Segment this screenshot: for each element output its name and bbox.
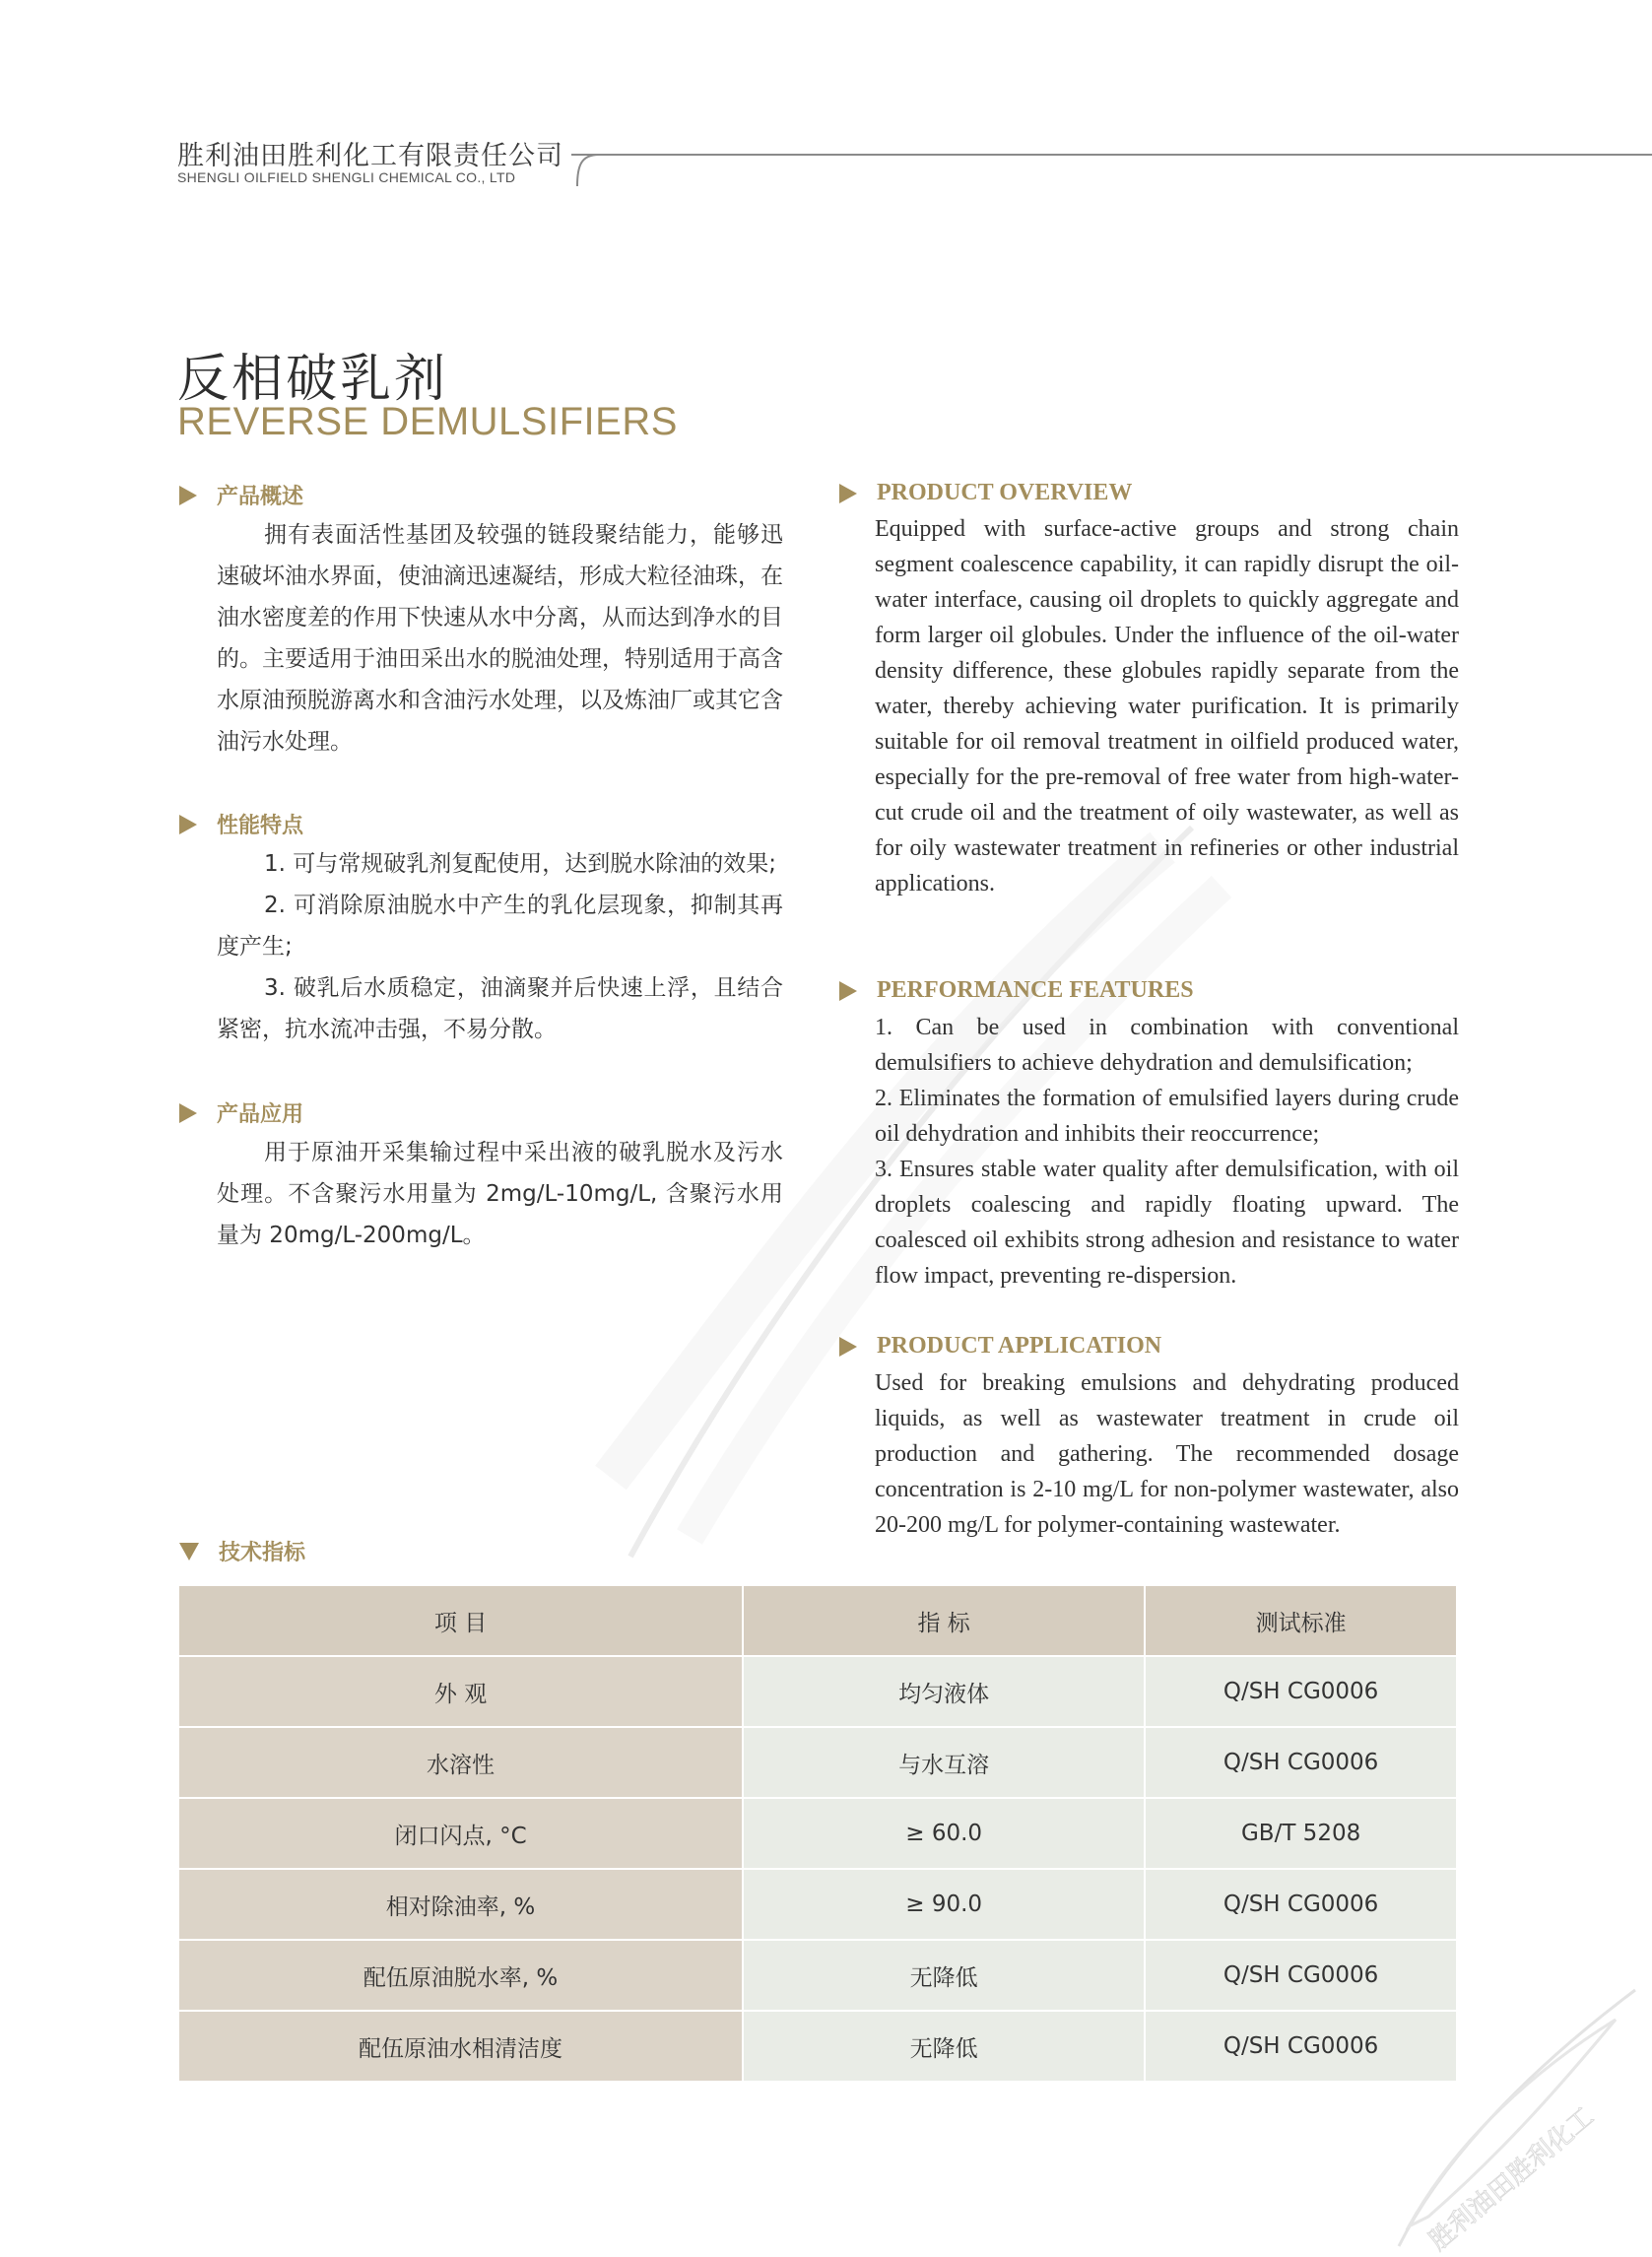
triangle-bullet-icon [839,981,857,1001]
application-text-en: Used for breaking emulsions and dehydrating produced liquids, as well as wastewater treatment in crude oil production and gathering. The recommended dosage concentration is 2-10 mg/L for non-polymer wastewater, also 20-200 mg/L for polymer-containing wastewater. [875,1370,1459,1538]
column-header: 项 目 [179,1586,743,1656]
watermark-text: 胜利油田胜利化工 [1423,2101,1600,2257]
table-row [179,1727,1457,1798]
table-row [179,1869,1457,1940]
table-cell: 无降低 [743,1940,1145,2011]
table-cell: ≥ 60.0 [743,1798,1145,1869]
table-cell: Q/SH CG0006 [1145,1727,1457,1798]
triangle-bullet-icon [179,486,197,505]
feature-item: 2. Eliminates the formation of emulsified layers during crude oil dehydration and inhibits their reoccurrence; [875,1086,1459,1147]
overview-text-cn: 拥有表面活性基团及较强的链段聚结能力，能够迅速破坏油水界面，使油滴迅速凝结，形成大粒径油珠，在油水密度差的作用下快速从水中分离，从而达到净水的目的。主要适用于油田采出水的脱油处理，特别适用于高含水原油预脱游离水和含油污水处理，以及炼油厂或其它含油污水处理。 [217,522,783,755]
table-header-row [179,1586,1457,1656]
triangle-bullet-icon [179,1103,197,1123]
table-cell: Q/SH CG0006 [1145,1869,1457,1940]
table-cell: 闭口闪点, °C [179,1798,743,1869]
spec-table [179,1586,1458,2083]
triangle-bullet-icon [179,815,197,834]
page-title-en: REVERSE DEMULSIFIERS [177,400,678,443]
table-cell: 与水互溶 [743,1727,1145,1798]
table-cell: Q/SH CG0006 [1145,1656,1457,1727]
section-heading-overview-en: PRODUCT OVERVIEW [839,480,1132,506]
section-heading-application-en: PRODUCT APPLICATION [839,1333,1161,1360]
table-row [179,1798,1457,1869]
section-heading-application-cn: 产品应用 [179,1097,303,1128]
section-heading-overview-cn: 产品概述 [179,480,303,510]
table-cell: 水溶性 [179,1727,743,1798]
table-cell: 配伍原油脱水率, % [179,1940,743,2011]
feature-item: 3. 破乳后水质稳定，油滴聚并后快速上浮，且结合紧密，抗水流冲击强，不易分散。 [217,975,783,1042]
table-cell: 配伍原油水相清洁度 [179,2011,743,2082]
table-cell: Q/SH CG0006 [1145,1940,1457,2011]
table-row [179,2011,1457,2082]
features-list-cn [217,843,783,1050]
feature-item: 1. Can be used in combination with conventional demulsifiers to achieve dehydration and demulsification; [875,1015,1459,1076]
feature-item: 3. Ensures stable water quality after demulsification, with oil droplets coalescing and rapidly floating upward. The coalesced oil exhibits strong adhesion and resistance to water flow impact, preventing re-dispersion. [875,1157,1459,1289]
header-divider [571,154,1652,156]
triangle-down-icon [179,1543,199,1560]
table-cell: 均匀液体 [743,1656,1145,1727]
section-heading-specs-cn: 技术指标 [179,1536,305,1566]
section-heading-features-en: PERFORMANCE FEATURES [839,977,1194,1004]
column-header: 测试标准 [1145,1586,1457,1656]
table-row [179,1940,1457,2011]
section-heading-features-cn: 性能特点 [179,809,303,839]
column-header: 指 标 [743,1586,1145,1656]
features-list-en [875,1010,1459,1294]
feature-item: 1. 可与常规破乳剂复配使用，达到脱水除油的效果; [264,851,777,877]
triangle-bullet-icon [839,1337,857,1357]
application-text-cn: 用于原油开采集输过程中采出液的破乳脱水及污水处理。不含聚污水用量为 2mg/L-10mg/L, 含聚污水用量为 20mg/L-200mg/L。 [217,1140,783,1248]
table-cell: GB/T 5208 [1145,1798,1457,1869]
page-title-cn: 反相破乳剂 [177,350,449,409]
table-row [179,1656,1457,1727]
table-cell: ≥ 90.0 [743,1869,1145,1940]
feature-item: 2. 可消除原油脱水中产生的乳化层现象，抑制其再度产生; [217,893,783,960]
company-watermark-logo [1369,1970,1652,2257]
overview-text-en: Equipped with surface-active groups and strong chain segment coalescence capability, it can rapidly disrupt the oil-water interface, causing oil droplets to quickly aggregate and form larger oil globules. Under the influence of the oil-water density difference, these globules rapidly separate from the water, thereby achieving water purification. It is primarily suitable for oil removal treatment in oilfield produced water, especially for the pre-removal of free water from high-water-cut crude oil and the treatment of oily wastewater, as well as for oily wastewater treatment in refineries or other industrial applications. [875,516,1459,896]
table-cell: 外 观 [179,1656,743,1727]
company-name-cn: 胜利油田胜利化工有限责任公司 [177,141,563,171]
table-cell: Q/SH CG0006 [1145,2011,1457,2082]
table-cell: 相对除油率, % [179,1869,743,1940]
triangle-bullet-icon [839,484,857,503]
company-name-en: SHENGLI OILFIELD SHENGLI CHEMICAL CO., LTD [177,169,516,185]
header-divider-curve [571,154,601,187]
table-cell: 无降低 [743,2011,1145,2082]
